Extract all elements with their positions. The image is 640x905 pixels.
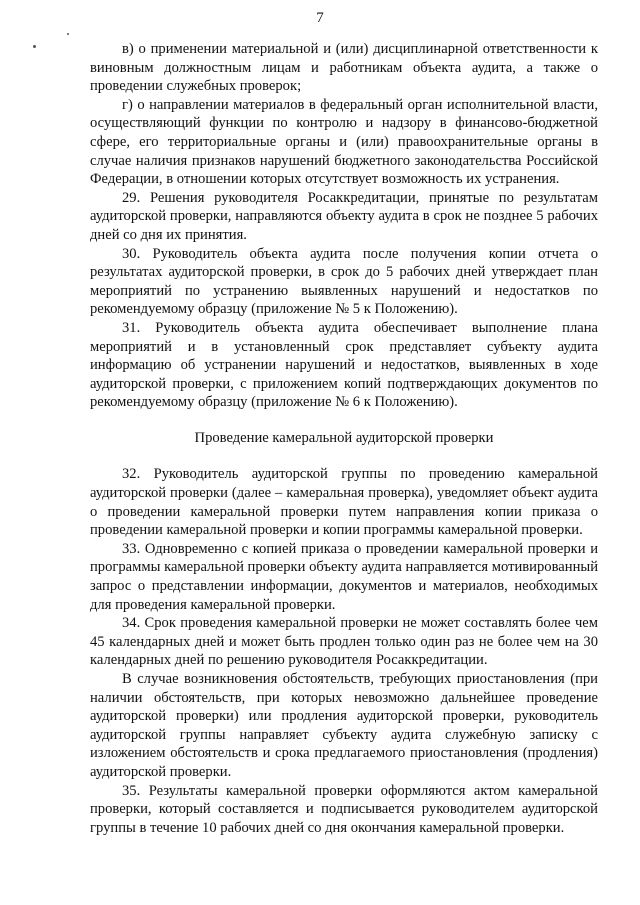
page-number: 7 [316, 10, 324, 26]
paragraph-35: 35. Результаты камеральной проверки оформляются актом камеральной проверки, который составляется и подписывается руководителем аудиторской группы в течение 10 рабочих дней со дня окончания камеральной проверки. [90, 782, 598, 836]
scan-speck [67, 33, 69, 35]
paragraph-29: 29. Решения руководителя Росаккредитации, принятые по результатам аудиторской проверки, направляются объекту аудита в срок не позднее 5 рабочих дней со дня их принятия. [90, 189, 598, 243]
section-heading: Проведение камеральной аудиторской проверки [194, 429, 494, 446]
scan-speck [33, 45, 36, 48]
paragraph-item-g: г) о направлении материалов в федеральный орган исполнительной власти, осуществляющий функции по контролю и надзору в финансово-бюджетной сфере, его территориальные органы и (или) правоохранительные органы в случае наличия признаков нарушений бюджетного законодательства Российской Федерации, в отношении которых отсутствует возможность их устранения. [90, 96, 598, 188]
paragraph-34: 34. Срок проведения камеральной проверки не может составлять более чем 45 календарных дней и может быть продлен только один раз не более чем на 30 календарных дней по решению руководителя Росаккредитации. [90, 615, 598, 669]
document-body [90, 40, 598, 837]
paragraph-34-suspension: В случае возникновения обстоятельств, требующих приостановления (при наличии обстоятельств, при которых невозможно дальнейшее проведение аудиторской проверки) или продления аудиторской проверки, руководитель аудиторской группы направляет субъекту аудита служебную записку с изложением обстоятельств и срока предлагаемого приостановления (продления) аудиторской проверки. [90, 671, 598, 780]
paragraph-30: 30. Руководитель объекта аудита после получения копии отчета о результатах аудиторской проверки, в срок до 5 рабочих дней утверждает план мероприятий по устранению выявленных нарушений и недостатков по рекомендуемому образцу (приложение № 5 к Положению). [90, 245, 598, 318]
paragraph-32: 32. Руководитель аудиторской группы по проведению камеральной аудиторской проверки (далее – камеральная проверка), уведомляет объект аудита о проведении камеральной проверки путем направления копии приказа о проведении камеральной проверки и копии программы камеральной проверки. [90, 466, 598, 539]
paragraph-31: 31. Руководитель объекта аудита обеспечивает выполнение плана мероприятий и в установленный срок представляет субъекту аудита информацию об устранении нарушений и недостатков, выявленных в ходе аудиторской проверки, с приложением копий подтверждающих документов по рекомендуемому образцу (приложение № 6 к Положению). [90, 319, 598, 411]
paragraph-33: 33. Одновременно с копией приказа о проведении камеральной проверки и программы камеральной проверки объекту аудита направляется мотивированный запрос о представлении информации, документов и материалов, необходимых для проведения камеральной проверки. [90, 540, 599, 613]
paragraph-item-v: в) о применении материальной и (или) дисциплинарной ответственности к виновным должностным лицам и работникам объекта аудита, а также о проведении служебных проверок; [90, 41, 598, 95]
